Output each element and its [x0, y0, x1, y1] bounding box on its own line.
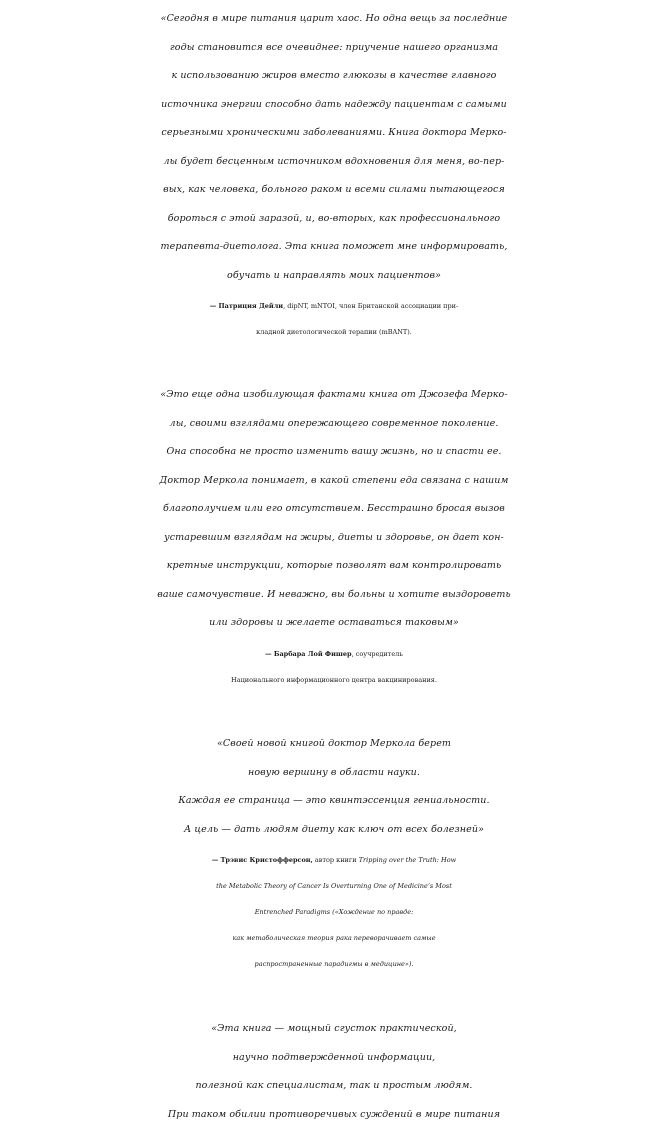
attribution-dash: —	[209, 302, 219, 310]
quote-line: «Сегодня в мире питания царит хаос. Но одна вещь за последние	[160, 13, 508, 24]
quote-line: Каждая ее страница — это квинтэссенция гениальности.	[178, 795, 490, 806]
book-title: распространенные парадигмы в медицине»).	[254, 960, 414, 968]
book-title: the Metabolic Theory of Cancer Is Overturning One of Medicine’s Most	[216, 882, 452, 890]
quote-line: А цель — дать людям диету как ключ от всех болезней»	[183, 823, 485, 835]
quote-2-attribution	[0, 641, 668, 693]
quote-line: серьезными хроническими заболеваниями. Книга доктора Мерко-	[161, 127, 507, 138]
attribution-line: кладной диетологической терапии (mBANT).	[256, 328, 412, 336]
quote-line: Она способна не просто изменить вашу жизнь, но и спасти ее.	[166, 446, 502, 457]
quote-line: к использованию жиров вместо глюкозы в качестве главного	[171, 70, 497, 81]
author-credentials: , dipNT, mNTOI, член Британской ассоциации при-	[283, 302, 459, 310]
quote-line: лы будет бесценным источником вдохновения для меня, во-пер-	[163, 155, 505, 167]
author-credentials: автор книги	[312, 856, 359, 864]
quote-3-attribution	[0, 847, 668, 977]
book-title: Tripping over the Truth: How	[358, 856, 457, 864]
quote-line: Доктор Меркола понимает, в какой степени еда связана с нашим	[159, 474, 509, 486]
quote-line: устаревшим взглядам на жиры, диеты и здоровье, он дает кон-	[164, 531, 504, 543]
quote-line: кретные инструкции, которые позволят вам контролировать	[166, 560, 502, 571]
attribution-dash: —	[265, 650, 274, 658]
quote-line: или здоровы и желаете оставаться таковым»	[209, 617, 459, 628]
quote-line: «Это еще одна изобилующая фактами книга от Джозефа Мерко-	[160, 389, 508, 400]
quote-line: благополучием или его отсутствием. Бесстрашно бросая вызов	[163, 503, 505, 514]
book-title: как метаболическая теория рака переворачивает самые	[232, 934, 436, 942]
quote-line: годы становится все очевиднее: приучение нашего организма	[169, 41, 499, 53]
quote-line: «Своей новой книгой доктор Меркола берет	[216, 738, 452, 749]
quote-line: источника энергии способно дать надежду пациентам с самыми	[161, 98, 507, 110]
quote-1-attribution	[0, 293, 668, 345]
quote-line: При таком обилии противоречивых суждений в мире питания	[167, 1108, 501, 1120]
quote-line: полезной как специалистам, так и простым людям.	[195, 1080, 473, 1091]
quote-line: лы, своими взглядами опережающего современное поколение.	[169, 417, 499, 429]
quote-1	[0, 5, 668, 290]
quote-line: вых, как человека, больного раком и всеми силами пытающегося	[163, 184, 505, 195]
book-title: Entrenched Paradigms («Хождение по правде:	[254, 908, 414, 916]
attribution-dash: —	[211, 856, 221, 864]
author-name: Трэвис Кристофферсон,	[220, 856, 313, 864]
attribution-line: Национального информационного центра вакцинирования.	[231, 676, 437, 684]
quote-2	[0, 381, 668, 638]
author-name: Барбара Лой Фишер	[273, 650, 352, 658]
quote-line: бороться с этой заразой, и, во-вторых, как профессионального	[167, 212, 501, 224]
quote-line: «Эта книга — мощный сгусток практической,	[211, 1023, 457, 1034]
author-name: Патриция Дейли	[218, 302, 284, 310]
quote-line: научно подтвержденной информации,	[232, 1051, 436, 1063]
quote-line: новую вершину в области науки.	[247, 766, 421, 778]
quote-3	[0, 730, 668, 844]
quote-4	[0, 1015, 668, 1129]
quote-line: ваше самочувствие. И неважно, вы больны и хотите выздороветь	[157, 588, 511, 600]
quote-line: терапевта-диетолога. Эта книга поможет мне информировать,	[160, 241, 508, 252]
quote-line: обучать и направлять моих пациентов»	[227, 269, 441, 281]
author-credentials: , соучредитель	[351, 650, 403, 658]
